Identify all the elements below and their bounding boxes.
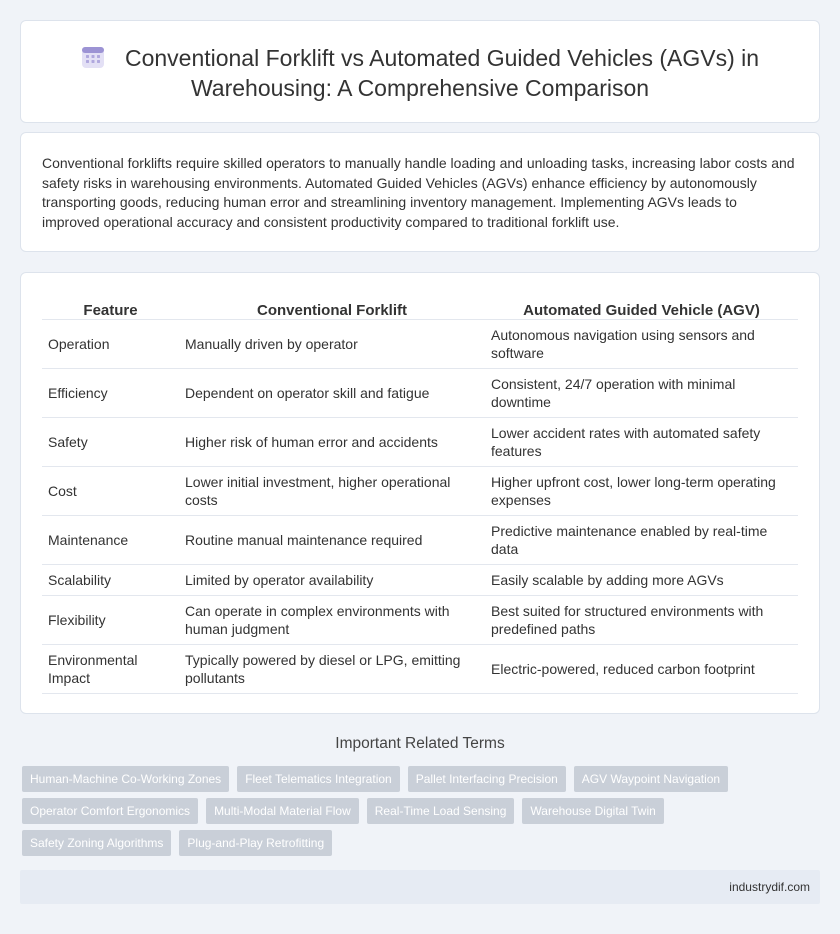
related-term-tag[interactable]: AGV Waypoint Navigation [574, 766, 728, 792]
feature-cell: Flexibility [42, 595, 179, 644]
footer-bar [20, 870, 820, 904]
forklift-cell: Limited by operator availability [179, 564, 485, 595]
agv-cell: Consistent, 24/7 operation with minimal downtime [485, 368, 798, 417]
table-row [42, 417, 798, 466]
related-term-tag[interactable]: Safety Zoning Algorithms [22, 830, 171, 856]
intro-paragraph: Conventional forklifts require skilled operators to manually handle loading and unloading tasks, increasing labor costs and safety risks in warehousing environments. Automated Guided Vehicles (AGVs) enhance efficiency by autonomously transporting goods, reducing human error and streamlining inventory management. Implementing AGVs leads to improved operational accuracy and consistent productivity compared to traditional forklift use. [42, 155, 795, 230]
related-term-tag[interactable]: Fleet Telematics Integration [237, 766, 400, 792]
related-term-tag[interactable]: Plug-and-Play Retrofitting [179, 830, 332, 856]
footer-site-link[interactable]: industrydif.com [729, 880, 810, 894]
intro-card [20, 132, 820, 252]
forklift-cell: Manually driven by operator [179, 319, 485, 368]
feature-cell: Environmental Impact [42, 644, 179, 693]
table-row [42, 595, 798, 644]
feature-cell: Operation [42, 319, 179, 368]
table-row [42, 515, 798, 564]
feature-cell: Cost [42, 466, 179, 515]
page-title [21, 43, 819, 103]
forklift-cell: Can operate in complex environments with human judgment [179, 595, 485, 644]
feature-cell: Safety [42, 417, 179, 466]
related-terms-tags [22, 766, 822, 862]
feature-cell: Efficiency [42, 368, 179, 417]
agv-cell: Predictive maintenance enabled by real-time data [485, 515, 798, 564]
agv-cell: Electric-powered, reduced carbon footprint [485, 644, 798, 693]
page-title-text: Conventional Forklift vs Automated Guided Vehicles (AGVs) in Warehousing: A Comprehensive Comparison [124, 45, 760, 101]
related-term-tag[interactable]: Pallet Interfacing Precision [408, 766, 566, 792]
forklift-cell: Higher risk of human error and accidents [179, 417, 485, 466]
table-row [42, 368, 798, 417]
feature-cell: Scalability [42, 564, 179, 595]
forklift-cell: Typically powered by diesel or LPG, emitting pollutants [179, 644, 485, 693]
related-term-tag[interactable]: Warehouse Digital Twin [522, 798, 663, 824]
comparison-card [20, 272, 820, 714]
table-row [42, 466, 798, 515]
agv-cell: Lower accident rates with automated safety features [485, 417, 798, 466]
forklift-cell: Routine manual maintenance required [179, 515, 485, 564]
header-feature: Feature [42, 297, 179, 319]
table-header-row [42, 297, 798, 319]
table-row [42, 564, 798, 595]
related-term-tag[interactable]: Real-Time Load Sensing [367, 798, 515, 824]
comparison-table [42, 297, 798, 694]
table-row [42, 644, 798, 693]
related-term-tag[interactable]: Multi-Modal Material Flow [206, 798, 359, 824]
header-agv: Automated Guided Vehicle (AGV) [485, 297, 798, 319]
related-terms-heading: Important Related Terms [335, 735, 505, 752]
table-row [42, 319, 798, 368]
related-term-tag[interactable]: Human-Machine Co-Working Zones [22, 766, 229, 792]
feature-cell: Maintenance [42, 515, 179, 564]
agv-cell: Higher upfront cost, lower long-term operating expenses [485, 466, 798, 515]
calendar-grid-icon [81, 45, 105, 69]
header-conventional-forklift: Conventional Forklift [179, 297, 485, 319]
agv-cell: Autonomous navigation using sensors and software [485, 319, 798, 368]
agv-cell: Best suited for structured environments with predefined paths [485, 595, 798, 644]
related-term-tag[interactable]: Operator Comfort Ergonomics [22, 798, 198, 824]
agv-cell: Easily scalable by adding more AGVs [485, 564, 798, 595]
title-card [20, 20, 820, 123]
forklift-cell: Dependent on operator skill and fatigue [179, 368, 485, 417]
forklift-cell: Lower initial investment, higher operational costs [179, 466, 485, 515]
